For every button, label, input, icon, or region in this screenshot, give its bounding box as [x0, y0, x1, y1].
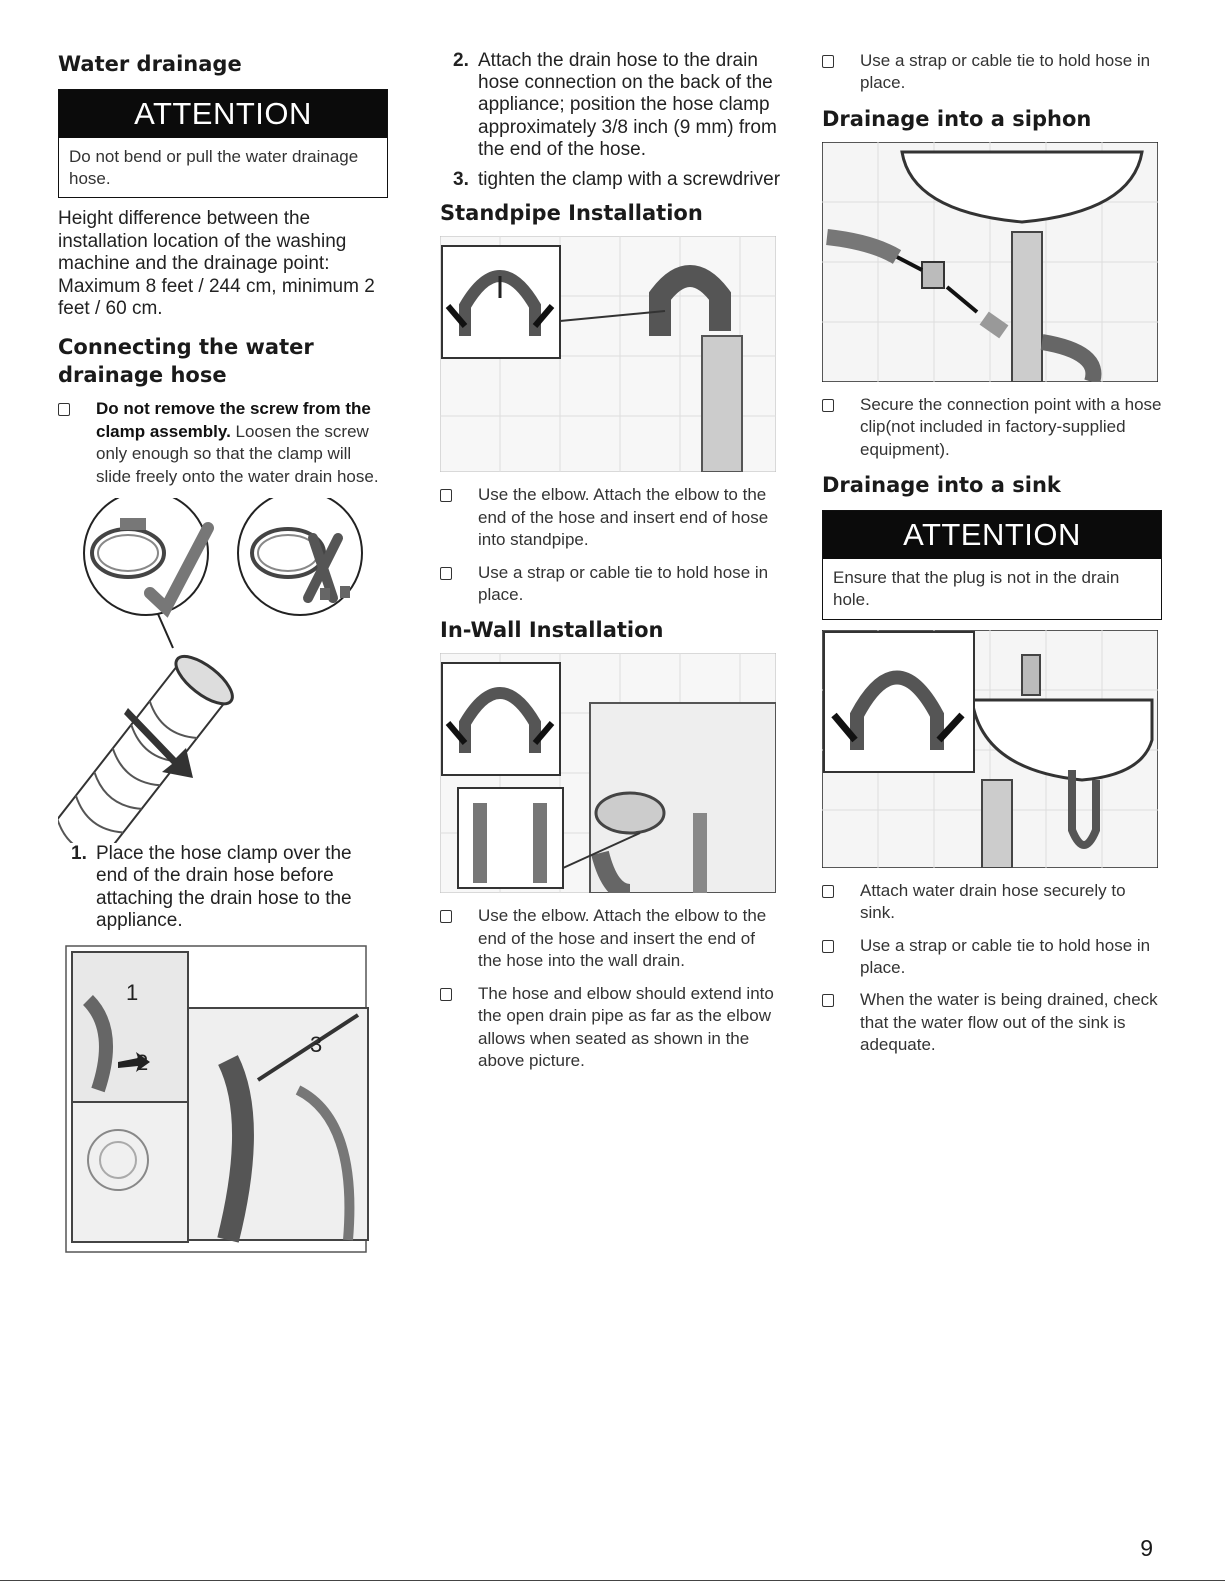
bullet-rest-text: Loosen the screw only enough so that the clamp will slide freely onto the water drain hose. — [96, 421, 379, 486]
bullet-text: Secure the connection point with a hose clip(not included in factory-supplied equipment). — [860, 394, 1162, 459]
page-number: 9 — [1140, 1535, 1153, 1561]
title-water-drainage: Water drainage — [58, 52, 242, 76]
title-standpipe: Standpipe Installation — [440, 201, 703, 226]
attention-box-drainage — [58, 89, 388, 199]
checkbox-bullet-icon — [822, 885, 834, 898]
checkbox-bullet-icon — [822, 399, 834, 412]
list-item — [440, 562, 780, 607]
checkbox-bullet-icon — [440, 489, 452, 502]
step-text: Attach the drain hose to the drain hose connection on the back of the appliance; position the hose clamp approximately 3/8 inch (9 mm) from the end of the hose. — [478, 50, 777, 160]
attention-heading: ATTENTION — [59, 90, 387, 138]
figure-label-2: 2 — [136, 1050, 149, 1076]
title-siphon: Drainage into a siphon — [822, 106, 1092, 131]
column-left — [58, 50, 388, 1258]
bullet-text: Use the elbow. Attach the elbow to the end of the hose and insert the end of the hose into the wall drain. — [478, 906, 767, 971]
standpipe-bullet-list — [440, 484, 780, 606]
in-wall-illustration — [440, 653, 776, 893]
checkbox-bullet-icon — [440, 910, 452, 923]
sink-illustration — [822, 630, 1158, 868]
list-item — [822, 880, 1162, 925]
height-difference-text: Height difference between the installation location of the washing machine and the drainage point: Maximum 8 feet / 244 cm, minimum 2 feet / 60 cm. — [58, 208, 375, 320]
checkbox-bullet-icon — [822, 55, 834, 68]
list-item — [822, 935, 1162, 980]
attention-message: Do not bend or pull the water drainage hose. — [69, 146, 359, 188]
checkbox-bullet-icon — [440, 567, 452, 580]
attention-box-sink — [822, 510, 1162, 620]
in-wall-bullet-list — [440, 905, 780, 1072]
top-bullet-list — [822, 50, 1162, 95]
list-item — [58, 843, 388, 932]
list-item — [822, 989, 1162, 1056]
bullet-text: Use a strap or cable tie to hold hose in place. — [860, 935, 1151, 977]
checkbox-bullet-icon — [822, 994, 834, 1007]
standpipe-illustration — [440, 236, 776, 472]
bullet-text: Use the elbow. Attach the elbow to the end of the hose and insert end of hose into standpipe. — [478, 485, 769, 550]
list-item — [58, 398, 388, 488]
bullet-bold-lead: Do not remove the screw from the clamp assembly. — [96, 399, 371, 441]
attention-heading: ATTENTION — [823, 511, 1161, 559]
sink-bullet-list — [822, 880, 1162, 1057]
hose-clamp-illustration — [58, 498, 378, 843]
checkbox-bullet-icon — [822, 940, 834, 953]
page-bottom-divider — [0, 1580, 1225, 1581]
list-item — [822, 50, 1162, 95]
list-item — [822, 394, 1162, 461]
list-item — [440, 50, 780, 161]
step-number: 1. — [71, 843, 87, 865]
step-list-1 — [58, 843, 388, 932]
bullet-text: The hose and elbow should extend into the open drain pipe as far as the elbow allows when seated as shown in the above picture. — [478, 983, 774, 1071]
step-text: tighten the clamp with a screwdriver — [478, 169, 781, 191]
step-number: 2. — [453, 50, 469, 71]
siphon-bullet-list — [822, 394, 1162, 461]
list-item — [440, 983, 780, 1073]
step-number: 3. — [453, 169, 469, 191]
checkbox-bullet-icon — [58, 403, 70, 416]
bullet-text: Attach water drain hose securely to sink. — [860, 880, 1126, 923]
siphon-illustration — [822, 142, 1158, 382]
step-list-2 — [440, 50, 780, 191]
appliance-back-illustration — [58, 940, 374, 1258]
column-right — [822, 50, 1162, 1067]
column-middle — [440, 50, 780, 1083]
title-connecting-hose: Connecting the water drainage hose — [58, 334, 314, 388]
step-text: Place the hose clamp over the end of the drain hose before attaching the drain hose to the appliance. — [96, 843, 352, 931]
list-item — [440, 169, 780, 191]
list-item — [440, 484, 780, 551]
bullet-text: Use a strap or cable tie to hold hose in place. — [860, 51, 1151, 93]
checkbox-bullet-icon — [440, 988, 452, 1001]
figure-label-1: 1 — [126, 980, 139, 1006]
figure-label-3: 3 — [310, 1032, 323, 1058]
list-item — [440, 905, 780, 972]
bullet-text: Use a strap or cable tie to hold hose in place. — [478, 562, 769, 605]
bullet-text: When the water is being drained, check that the water flow out of the sink is adequate. — [860, 990, 1158, 1055]
attention-message: Ensure that the plug is not in the drain hole. — [833, 568, 1120, 609]
title-in-wall: In-Wall Installation — [440, 618, 664, 643]
title-sink: Drainage into a sink — [822, 473, 1061, 498]
clamp-bullet-list — [58, 398, 388, 488]
